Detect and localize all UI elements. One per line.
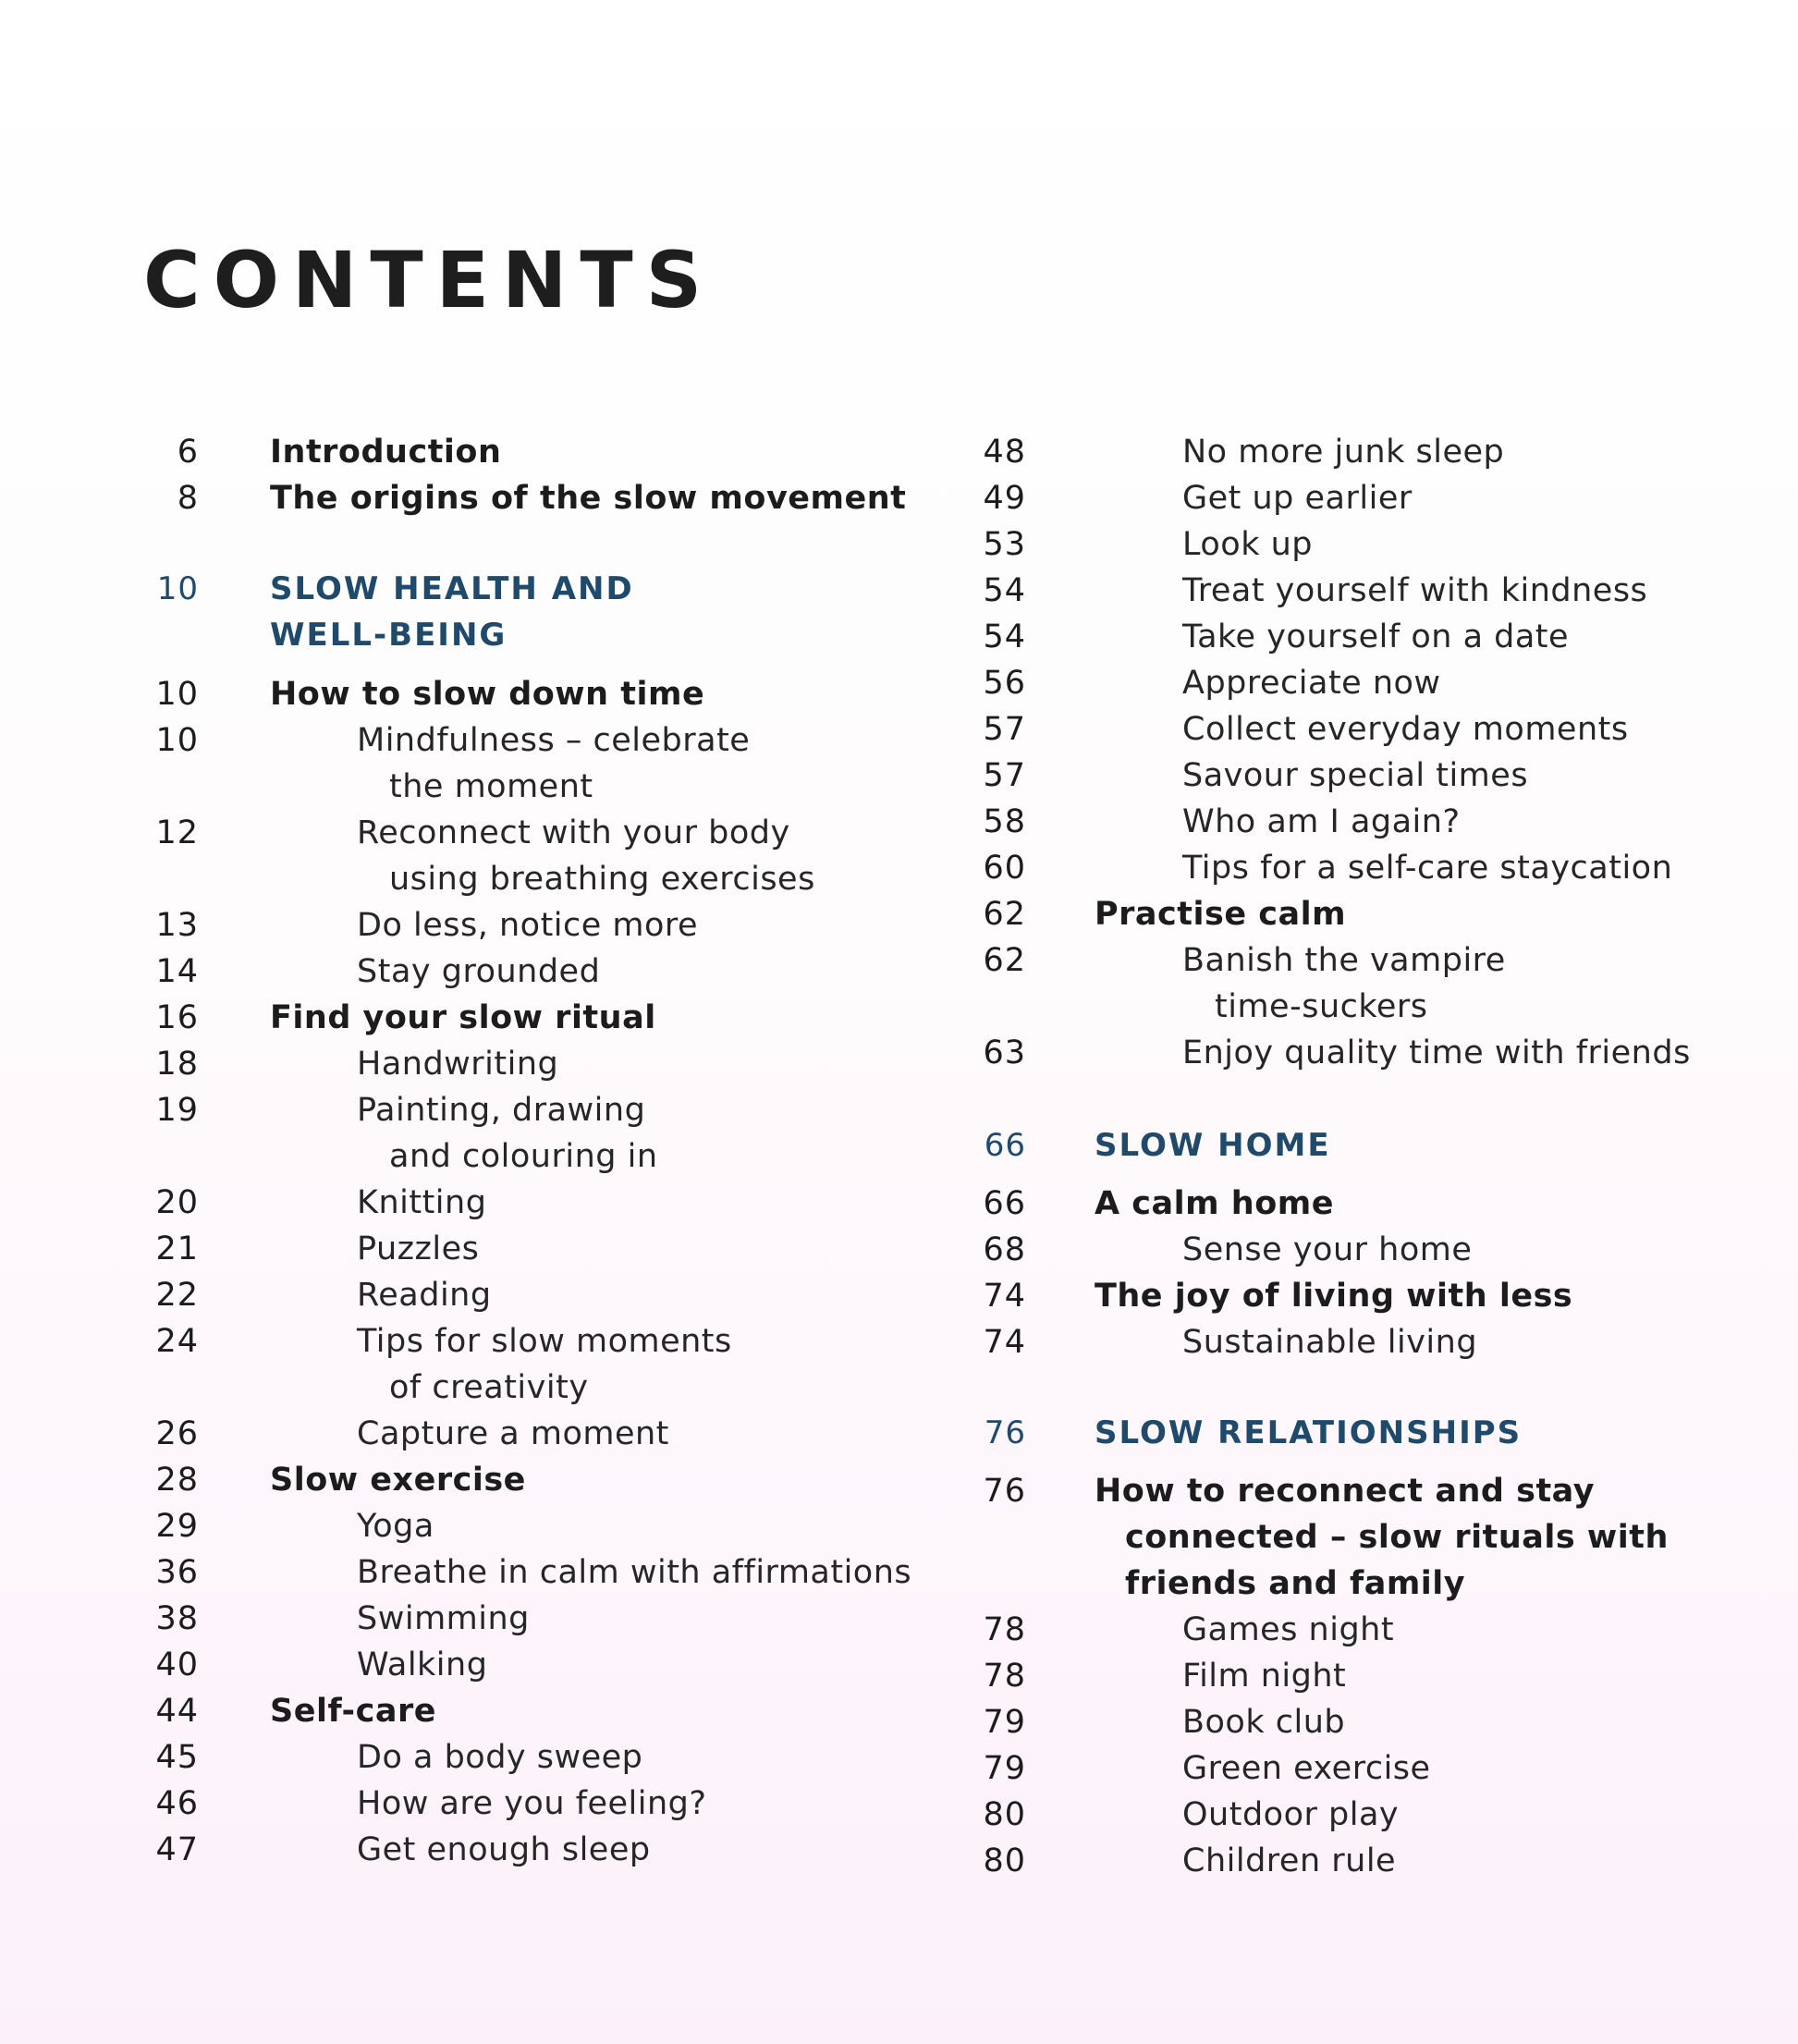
entry-title: A calm home [1095, 1185, 1334, 1222]
toc-subentry[interactable] [961, 1227, 1756, 1273]
toc-subentry[interactable] [961, 1792, 1756, 1838]
toc-entry[interactable] [129, 429, 943, 475]
subentry-title: How are you feeling? [357, 1785, 707, 1822]
page-number: 80 [983, 1796, 1026, 1833]
section-title: SLOW HEALTH AND [270, 570, 634, 607]
toc-subentry[interactable] [961, 614, 1756, 660]
page-number: 18 [155, 1046, 199, 1083]
toc-subentry[interactable] [129, 810, 943, 856]
page-number: 48 [983, 434, 1026, 471]
page-number: 26 [155, 1415, 199, 1452]
toc-entry[interactable] [961, 891, 1756, 937]
toc-subentry[interactable] [961, 1030, 1756, 1076]
toc-subentry[interactable] [961, 521, 1756, 568]
page-number: 66 [983, 1185, 1026, 1222]
page-number: 57 [983, 711, 1026, 748]
subentry-title: Get up earlier [1182, 480, 1413, 517]
subentry-title: Reading [357, 1277, 492, 1314]
toc-subentry-continued [129, 856, 943, 902]
toc-subentry[interactable] [129, 717, 943, 764]
subentry-title: Appreciate now [1182, 665, 1441, 702]
toc-subentry[interactable] [961, 706, 1756, 753]
toc-subentry[interactable] [961, 1653, 1756, 1699]
subentry-title: Do less, notice more [357, 907, 699, 944]
subentry-title: of creativity [389, 1369, 589, 1406]
section-title: SLOW RELATIONSHIPS [1095, 1414, 1523, 1451]
page-number: 10 [156, 570, 199, 607]
subentry-title: Film night [1182, 1658, 1347, 1695]
page-number: 29 [155, 1508, 199, 1545]
subentry-title: Who am I again? [1182, 803, 1461, 840]
page-number: 46 [155, 1785, 199, 1822]
page-number: 16 [155, 999, 199, 1036]
section-title: SLOW HOME [1095, 1127, 1331, 1164]
page-number: 6 [177, 434, 199, 471]
toc-subentry[interactable] [961, 799, 1756, 845]
toc-subentry[interactable] [961, 660, 1756, 706]
toc-subentry[interactable] [961, 937, 1756, 984]
entry-title: connected – slow rituals with [1125, 1519, 1669, 1556]
toc-subentry[interactable] [961, 475, 1756, 521]
toc-subentry[interactable] [961, 1699, 1756, 1745]
subentry-title: using breathing exercises [389, 861, 815, 898]
spacer [961, 1456, 1756, 1468]
page-number: 66 [984, 1127, 1026, 1164]
spacer [129, 658, 943, 671]
toc-subentry[interactable] [961, 1838, 1756, 1884]
subentry-title: Capture a moment [357, 1415, 669, 1452]
page-number: 36 [155, 1554, 199, 1591]
toc-entry[interactable] [961, 1181, 1756, 1227]
entry-title: Self-care [270, 1693, 436, 1730]
toc-entry-continued [961, 1561, 1756, 1607]
page-number: 45 [155, 1739, 199, 1776]
toc-subentry[interactable] [961, 1745, 1756, 1792]
subentry-title: Games night [1182, 1611, 1395, 1648]
toc-subentry-continued [129, 1365, 943, 1411]
subentry-title: Take yourself on a date [1182, 618, 1570, 655]
page-number: 49 [983, 480, 1026, 517]
toc-subentry[interactable] [961, 429, 1756, 475]
toc-entry-continued [961, 1514, 1756, 1561]
page-number: 12 [155, 814, 199, 851]
toc-subentry[interactable] [129, 1318, 943, 1365]
subentry-title: Green exercise [1182, 1750, 1431, 1787]
page-number: 63 [983, 1034, 1026, 1071]
toc-section-heading[interactable] [961, 1122, 1756, 1169]
page-number: 74 [983, 1278, 1026, 1315]
entry-title: Practise calm [1095, 896, 1347, 933]
page-number: 53 [983, 526, 1026, 563]
toc-subentry[interactable] [129, 902, 943, 949]
toc-section-heading[interactable] [961, 1410, 1756, 1456]
toc-subentry[interactable] [129, 1087, 943, 1133]
toc-subentry[interactable] [961, 753, 1756, 799]
subentry-title: Swimming [357, 1600, 530, 1637]
toc-subentry[interactable] [961, 1319, 1756, 1365]
subentry-title: Stay grounded [357, 953, 601, 990]
toc-entry[interactable] [129, 1688, 943, 1734]
page-number: 10 [155, 722, 199, 759]
subentry-title: Outdoor play [1182, 1796, 1400, 1833]
subentry-title: Yoga [357, 1508, 434, 1545]
page-number: 54 [983, 618, 1026, 655]
toc-subentry[interactable] [129, 1596, 943, 1642]
subentry-title: Mindfulness – celebrate [357, 722, 751, 759]
page-number: 24 [155, 1323, 199, 1360]
page-number: 74 [983, 1324, 1026, 1361]
entry-title: How to reconnect and stay [1095, 1473, 1596, 1510]
page-number: 13 [155, 907, 199, 944]
toc-entry[interactable] [129, 1457, 943, 1503]
page-number: 28 [155, 1462, 199, 1499]
page-number: 56 [983, 665, 1026, 702]
toc-subentry[interactable] [129, 949, 943, 995]
subentry-title: Children rule [1182, 1842, 1397, 1879]
subentry-title: Sense your home [1182, 1231, 1473, 1268]
entry-title: Find your slow ritual [270, 999, 656, 1036]
spacer [129, 521, 943, 566]
subentry-title: time-suckers [1215, 988, 1428, 1025]
subentry-title: Walking [357, 1646, 488, 1683]
subentry-title: Breathe in calm with affirmations [357, 1554, 912, 1591]
toc-entry[interactable] [129, 671, 943, 717]
page-number: 78 [983, 1658, 1026, 1695]
subentry-title: Painting, drawing [357, 1092, 646, 1129]
subentry-title: Treat yourself with kindness [1182, 572, 1648, 609]
subentry-title: Tips for slow moments [357, 1323, 732, 1360]
subentry-title: Banish the vampire [1182, 942, 1506, 979]
toc-subentry[interactable] [129, 1411, 943, 1457]
page-number: 68 [983, 1231, 1026, 1268]
subentry-title: Collect everyday moments [1182, 711, 1629, 748]
toc-entry[interactable] [129, 475, 943, 521]
toc-subentry[interactable] [129, 1642, 943, 1688]
subentry-title: Reconnect with your body [357, 814, 790, 851]
toc-subentry[interactable] [129, 1041, 943, 1087]
page-number: 57 [983, 757, 1026, 794]
entry-title: The origins of the slow movement [270, 480, 907, 517]
toc-subentry[interactable] [129, 1734, 943, 1781]
entry-title: friends and family [1125, 1565, 1466, 1602]
subentry-title: Tips for a self-care staycation [1182, 850, 1673, 887]
toc-subentry[interactable] [129, 1180, 943, 1226]
toc-subentry[interactable] [129, 1827, 943, 1873]
page-number: 38 [155, 1600, 199, 1637]
subentry-title: Book club [1182, 1704, 1346, 1741]
page-number: 79 [983, 1750, 1026, 1787]
toc-subentry[interactable] [961, 568, 1756, 614]
toc-entry[interactable] [961, 1273, 1756, 1319]
page-number: 22 [155, 1277, 199, 1314]
page-number: 54 [983, 572, 1026, 609]
toc-subentry[interactable] [129, 1503, 943, 1549]
page-number: 62 [983, 896, 1026, 933]
page-number: 76 [984, 1414, 1026, 1451]
entry-title: The joy of living with less [1095, 1278, 1573, 1315]
toc-subentry[interactable] [129, 1781, 943, 1827]
subentry-title: Get enough sleep [357, 1831, 651, 1868]
toc-section-heading-continued [129, 612, 943, 658]
subentry-title: the moment [389, 768, 593, 805]
page-number: 79 [983, 1704, 1026, 1741]
subentry-title: Handwriting [357, 1046, 559, 1083]
subentry-title: Sustainable living [1182, 1324, 1478, 1361]
page-number: 62 [983, 942, 1026, 979]
page-number: 58 [983, 803, 1026, 840]
toc-right-column [961, 429, 1756, 1884]
toc-subentry-continued [961, 984, 1756, 1030]
toc-left-column [129, 429, 943, 1873]
subentry-title: Look up [1182, 526, 1314, 563]
toc-subentry[interactable] [961, 1607, 1756, 1653]
page-number: 10 [155, 676, 199, 713]
entry-title: Slow exercise [270, 1462, 526, 1499]
toc-subentry-continued [129, 764, 943, 810]
page-number: 44 [155, 1693, 199, 1730]
toc-entry[interactable] [129, 995, 943, 1041]
page-number: 40 [155, 1646, 199, 1683]
spacer [961, 1169, 1756, 1181]
spacer [961, 1365, 1756, 1410]
section-title: WELL-BEING [270, 617, 508, 654]
toc-subentry[interactable] [961, 845, 1756, 891]
subentry-title: No more junk sleep [1182, 434, 1505, 471]
page-number: 21 [155, 1230, 199, 1267]
page-number: 20 [155, 1184, 199, 1221]
page-number: 76 [983, 1473, 1026, 1510]
page-title: CONTENTS [143, 235, 716, 326]
toc-subentry-continued [129, 1133, 943, 1180]
entry-title: Introduction [270, 434, 502, 471]
entry-title: How to slow down time [270, 676, 705, 713]
toc-subentry[interactable] [129, 1549, 943, 1596]
page-number: 14 [155, 953, 199, 990]
spacer [961, 1076, 1756, 1122]
subentry-title: Puzzles [357, 1230, 480, 1267]
page-number: 60 [983, 850, 1026, 887]
page-number: 19 [155, 1092, 199, 1129]
toc-subentry[interactable] [129, 1226, 943, 1272]
page-number: 78 [983, 1611, 1026, 1648]
subentry-title: Enjoy quality time with friends [1182, 1034, 1691, 1071]
toc-section-heading[interactable] [129, 566, 943, 612]
subentry-title: Savour special times [1182, 757, 1529, 794]
toc-entry[interactable] [961, 1468, 1756, 1514]
subentry-title: Do a body sweep [357, 1739, 643, 1776]
subentry-title: Knitting [357, 1184, 487, 1221]
page-number: 8 [177, 480, 199, 517]
page-number: 80 [983, 1842, 1026, 1879]
page-number: 47 [155, 1831, 199, 1868]
toc-subentry[interactable] [129, 1272, 943, 1318]
subentry-title: and colouring in [389, 1138, 658, 1175]
